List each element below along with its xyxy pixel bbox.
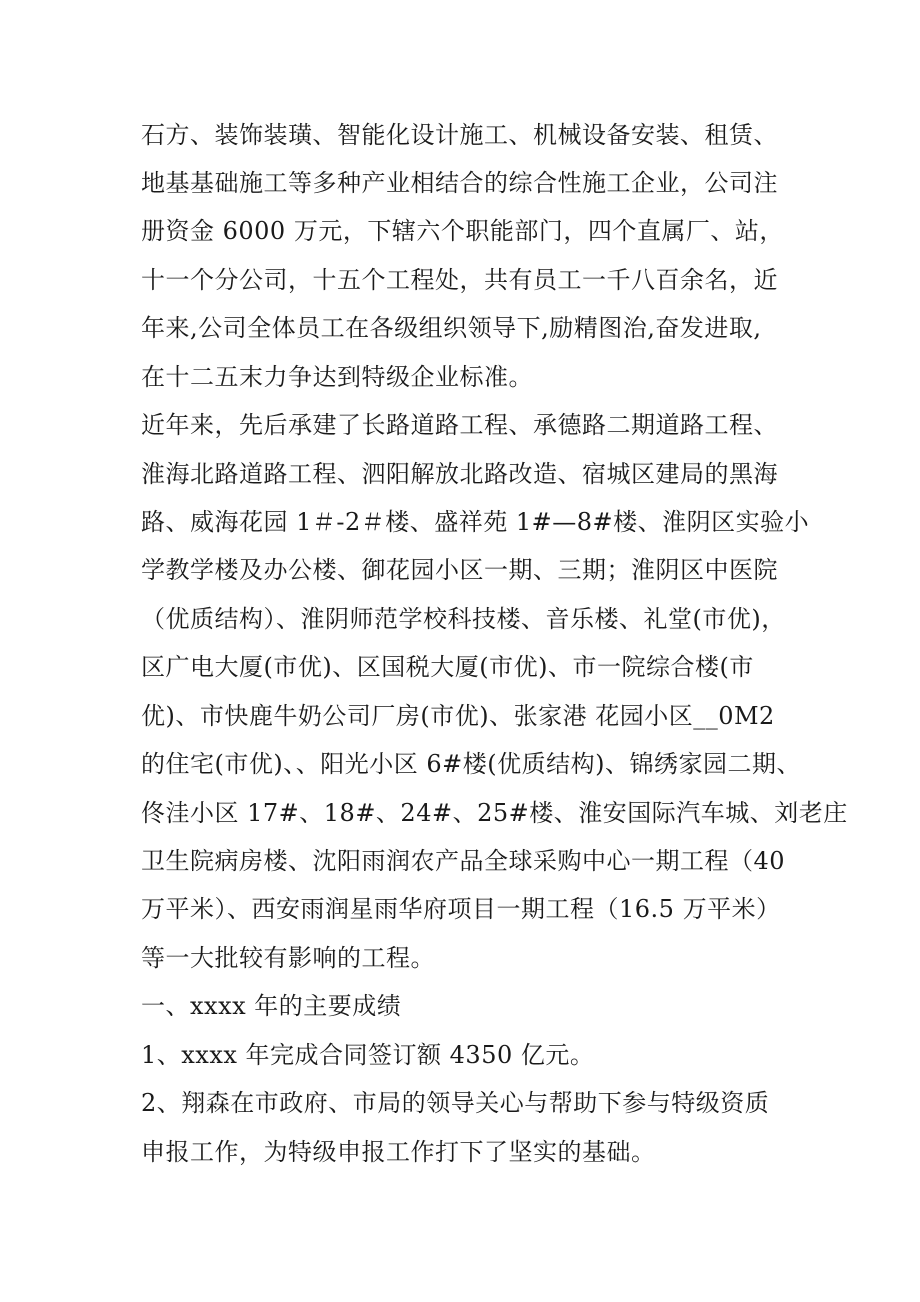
text-line: 十一个分公司，十五个工程处，共有员工一千八百余名，近 xyxy=(141,266,778,294)
list-item: 2、翔森在市政府、市局的领导关心与帮助下参与特级资质 xyxy=(141,1089,770,1117)
text-line: 地基基础施工等多种产业相结合的综合性施工企业，公司注 xyxy=(141,169,778,197)
text-line: 的住宅(市优)、、阳光小区 6#楼(优质结构)、锦绣家园二期、 xyxy=(141,750,801,778)
text-line: 在十二五末力争达到特级企业标准。 xyxy=(141,363,533,391)
text-line: 近年来，先后承建了长路道路工程、承德路二期道路工程、 xyxy=(141,411,778,439)
section-heading: 一、xxxx 年的主要成绩 xyxy=(141,992,402,1020)
text-line: 石方、装饰装璜、智能化设计施工、机械设备安装、租赁、 xyxy=(141,121,778,149)
text-line: 佟洼小区 17#、18#、24#、25#楼、淮安国际汽车城、刘老庄 xyxy=(141,799,848,827)
text-line: 路、威海花园 1＃-2＃楼、盛祥苑 1#—8#楼、淮阴区实验小 xyxy=(141,508,810,536)
text-line: 卫生院病房楼、沈阳雨润农产品全球采购中心一期工程（40 xyxy=(141,847,786,875)
text-line: 区广电大厦(市优)、区国税大厦(市优)、市一院综合楼(市 xyxy=(141,653,754,681)
text-line: 册资金 6000 万元，下辖六个职能部门，四个直属厂、站， xyxy=(141,217,784,245)
text-line: （优质结构）、淮阴师范学校科技楼、音乐楼、礼堂(市优)， xyxy=(141,605,786,633)
text-line: 申报工作，为特级申报工作打下了坚实的基础。 xyxy=(141,1138,656,1166)
text-line: 学教学楼及办公楼、御花园小区一期、三期；淮阴区中医院 xyxy=(141,556,778,584)
text-line: 淮海北路道路工程、泗阳解放北路改造、宿城区建局的黑海 xyxy=(141,460,778,488)
text-line: 万平米）、西安雨润星雨华府项目一期工程（16.5 万平米） xyxy=(141,895,781,923)
text-line: 等一大批较有影响的工程。 xyxy=(141,944,435,972)
text-line: 优)、市快鹿牛奶公司厂房(市优)、张家港 花园小区__0M2 xyxy=(141,702,775,730)
text-line: 年来,公司全体员工在各级组织领导下,励精图治,奋发进取, xyxy=(141,314,762,342)
list-item: 1、xxxx 年完成合同签订额 4350 亿元。 xyxy=(141,1041,595,1069)
